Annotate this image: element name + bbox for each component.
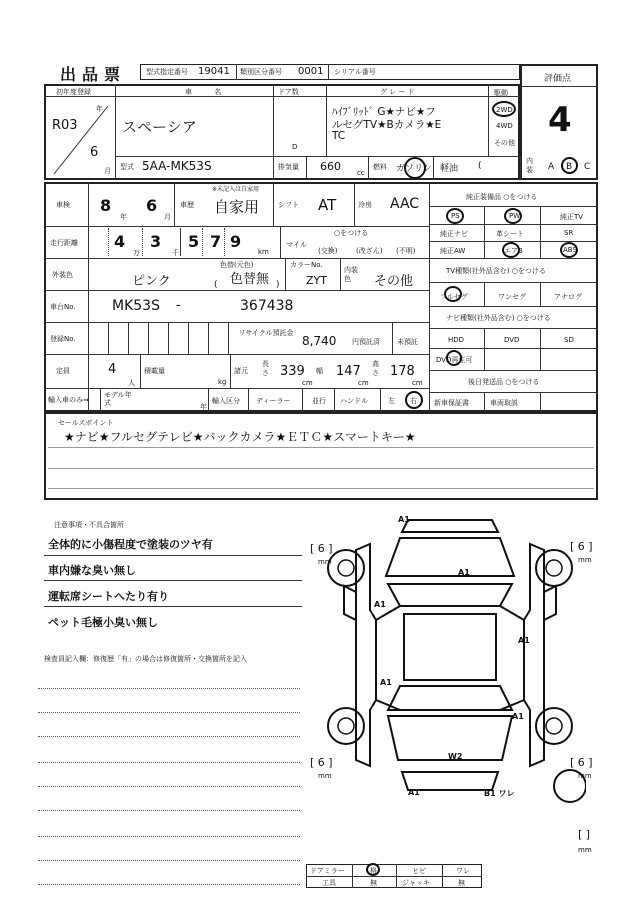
jack-label: ジャッキ [402, 879, 430, 887]
height-label: 高さ [372, 360, 379, 377]
doors-value: D [292, 143, 298, 151]
nen-unit: 年 [200, 403, 207, 411]
mileage-digit-5: 9 [230, 232, 242, 251]
equip-airbag: エアB [504, 247, 523, 255]
tv-fullseg-circle [444, 286, 462, 302]
height-value: 178 [390, 364, 415, 379]
class-label: 類別区分番号 [240, 68, 282, 76]
km-unit: km [258, 248, 269, 256]
tire-front-left: [ 6 ] [310, 542, 333, 555]
width-label: 幅 [316, 367, 323, 375]
tire-spare-mm: mm [578, 846, 592, 854]
damage-mark: B1 ワレ [484, 789, 515, 798]
equip-airbag-circle [502, 242, 520, 258]
mileage-digit-3: 5 [188, 232, 200, 251]
score-label: 評価点 [544, 74, 572, 84]
tv-analog: アナログ [554, 293, 582, 301]
color-paren-close: ) [276, 280, 280, 290]
later-manual: 車両取説 [490, 399, 518, 407]
parallel-option: 並行 [312, 397, 326, 405]
color-label: 外装色 [52, 271, 73, 279]
tire-front-left-mm: mm [318, 558, 332, 566]
recycle-value: 8,740 [302, 334, 337, 348]
jack-value: 無 [458, 879, 465, 887]
chassis-label: 車台No. [50, 303, 76, 311]
tire-rear-left-mm: mm [318, 772, 332, 780]
first-reg-month: 6 [90, 145, 99, 160]
height-cm: cm [412, 379, 423, 387]
import-label: 輸入車のみ⇒ [48, 396, 89, 404]
equip-abs: ABS [563, 246, 577, 254]
mileage-digit-1: 4 [114, 232, 126, 251]
equip-pw-circle [504, 208, 522, 224]
person-unit: 人 [128, 379, 135, 387]
length-cm: cm [302, 379, 313, 387]
interior-b: B [566, 162, 573, 172]
recycle-status: 円預託済 [352, 338, 380, 346]
exchange-option: (交換) [318, 247, 338, 255]
kg-unit: kg [218, 378, 227, 386]
later-warranty: 新車保証書 [434, 399, 469, 407]
grade-label: グ レ ー ド [380, 88, 415, 96]
later-title: 後日発送品 ○をつける [468, 378, 540, 386]
length-label: 長さ [262, 360, 269, 377]
grade-line-1: ﾊｲﾌﾞﾘｯﾄﾞ G★ナビ★フ [332, 106, 436, 118]
tv-oneseg: ワンセグ [498, 293, 526, 301]
damage-mark: A1 [408, 788, 420, 797]
tire-rear-right: [ 6 ] [570, 756, 593, 769]
interior-c: C [584, 162, 591, 172]
equip-pw: PW [509, 212, 521, 220]
dealer-option: ディーラー [256, 397, 291, 405]
dvd-play: DVD再生可 [436, 356, 473, 364]
interior-a: A [548, 162, 555, 172]
fuel-paren: ( [478, 161, 482, 171]
mileage-label: 走行距離 [50, 239, 78, 247]
car-name-value: スペーシア [122, 118, 197, 136]
shift-label: シフト [278, 201, 299, 209]
tire-front-right-mm: mm [578, 556, 592, 564]
tire-rear-right-mm: mm [578, 772, 592, 780]
drive-other: その他 [494, 139, 515, 147]
capacity-label: 定員 [56, 367, 70, 375]
equip-sr: SR [564, 229, 574, 237]
page-title: 出品票 [60, 65, 127, 84]
recycle-label: リサイクル預託金 [238, 329, 294, 337]
year-unit: 年 [96, 105, 103, 113]
door-mirror-label: ドアミラー [310, 867, 345, 875]
car-name-label: 車 名 [185, 88, 232, 96]
inspection-year-unit: 年 [120, 213, 127, 221]
navi-title: ナビ種類(社外品含む) ○をつける [446, 314, 551, 322]
tv-fullseg: フルセグ [440, 293, 468, 301]
navi-dvd: DVD [504, 336, 520, 344]
color-no-label: カラーNo. [290, 261, 323, 269]
int-color-value: その他 [374, 274, 414, 289]
handle-left: 左 [388, 397, 395, 405]
damage-mark: W2 [448, 752, 463, 761]
equip-navi: 純正ナビ [440, 230, 468, 238]
serial-label: シリアル番号 [334, 68, 376, 76]
note-item-2: 車内嫌な臭い無し [48, 564, 136, 577]
inspection-month-unit: 月 [164, 213, 171, 221]
color-value: ピンク [132, 274, 171, 289]
doors-label: ドア数 [278, 88, 299, 96]
equip-title: 純正装備品 ○をつける [466, 193, 538, 201]
header-id-box [140, 64, 520, 80]
grade-line-3: TC [332, 130, 346, 142]
shift-value: AT [318, 196, 337, 214]
equip-tv: 純正TV [560, 213, 584, 221]
history-label: 車歴 [180, 201, 194, 209]
model-year-label: モデル年式 [104, 391, 132, 407]
chassis-dash: - [176, 298, 181, 313]
displacement-value: 660 [320, 160, 341, 173]
fuel-circle [404, 157, 426, 179]
drive-2wd-circle [492, 101, 516, 117]
class-value: 0001 [298, 66, 324, 77]
month-unit: 月 [104, 167, 111, 175]
type-value: 5AA-MK53S [142, 159, 212, 173]
mirror-scratch: ヒビ [412, 867, 426, 875]
dvd-play-circle [446, 350, 462, 366]
first-reg-label: 初年度登録 [56, 88, 91, 96]
tire-rear-left: [ 6 ] [310, 756, 333, 769]
damage-mark: A1 [512, 712, 524, 721]
handle-right: 右 [410, 397, 417, 405]
damage-mark: A1 [398, 515, 410, 524]
not-deposited: 未預託 [397, 338, 418, 346]
grade-line-2: ルセグTV★Bカメラ★E [332, 119, 442, 131]
damage-mark: A1 [458, 568, 470, 577]
equip-leather: 革シート [496, 230, 524, 238]
drive-2wd: 2WD [496, 106, 513, 114]
fuel-value: ガソリン [396, 164, 433, 174]
color-no-value: ZYT [306, 274, 327, 287]
history-note: ※未記入は自家用 [212, 186, 260, 193]
navi-hdd: HDD [448, 336, 465, 344]
sales-point-box [44, 412, 598, 500]
interior-b-circle [561, 157, 578, 174]
color-change-label: 色替(元色) [220, 261, 254, 269]
note-item-3: 運転席シートへたり有り [48, 590, 169, 603]
tv-title: TV種類(社外品含む) ○をつける [446, 267, 546, 275]
equip-aw: 純正AW [440, 247, 466, 255]
score-value: 4 [548, 100, 572, 140]
model-cert-label: 型式指定番号 [146, 68, 188, 76]
tools-value: 無 [370, 879, 377, 887]
dims-label: 諸元 [234, 367, 248, 375]
ac-label: 冷房 [358, 201, 372, 209]
model-cert-value: 19041 [198, 66, 230, 77]
first-reg-year: R03 [52, 118, 78, 133]
tire-spare: [ ] [578, 828, 591, 841]
drive-4wd: 4WD [496, 122, 513, 130]
history-value: 自家用 [214, 198, 260, 216]
inspection-year: 8 [100, 196, 112, 215]
mile-label: マイル [286, 241, 307, 249]
light-oil-label: 軽油 [440, 164, 459, 174]
tools-label: 工具 [322, 879, 336, 887]
inspector-label: 検査員記入欄：修復歴「有」の場合は修復箇所・交換箇所を記入 [44, 655, 247, 663]
mirror-fold: 格 [370, 867, 377, 875]
registration-label: 登録No. [50, 335, 76, 343]
sen-unit: 千 [172, 249, 179, 257]
type-label: 型式 [120, 163, 134, 171]
mileage-digit-2: 3 [150, 232, 162, 251]
note-item-1: 全体的に小傷程度で塗装のツヤ有 [48, 538, 213, 551]
note-item-4: ペット毛極小臭い無し [48, 616, 158, 629]
capacity-value: 4 [108, 362, 117, 377]
damage-mark: A1 [518, 636, 530, 645]
load-label: 積載量 [144, 367, 165, 375]
mirror-crack: ワレ [456, 867, 470, 875]
chassis-number: 367438 [240, 298, 294, 314]
fuel-label: 燃料 [373, 163, 387, 171]
sales-point-text: ★ナビ★フルセグテレビ★バックカメラ★ＥＴＣ★スマートキー★ [64, 430, 416, 444]
damage-mark: A1 [374, 600, 386, 609]
interior-label: 内装 [526, 157, 533, 174]
ac-value: AAC [390, 196, 420, 212]
drive-label: 駆動 [494, 89, 508, 97]
check-note: ○をつける [334, 229, 369, 237]
handle-label: ハンドル [340, 397, 368, 405]
color-paren-open: ( [214, 280, 218, 290]
modified-option: (改ざん) [356, 247, 383, 255]
import-type-label: 輸入区分 [212, 397, 240, 405]
handle-right-circle [405, 391, 423, 409]
chassis-model: MK53S [112, 298, 160, 314]
navi-sd: SD [564, 336, 574, 344]
damage-mark: A1 [380, 678, 392, 687]
equip-abs-circle [560, 242, 578, 258]
car-damage-diagram [316, 510, 586, 810]
notes-label: 注意事項・不具合箇所 [54, 521, 124, 529]
displacement-label: 排気量 [278, 163, 299, 171]
equip-ps-circle [446, 208, 464, 224]
sales-point-label: セールスポイント [58, 419, 114, 427]
equip-ps: PS [451, 212, 460, 220]
man-unit: 万 [133, 249, 140, 257]
inspection-label: 車検 [56, 201, 70, 209]
width-value: 147 [336, 364, 361, 379]
mirror-fold-circle [366, 863, 380, 876]
mileage-digit-4: 7 [210, 232, 222, 251]
int-color-label: 内装色 [344, 266, 358, 283]
cc-unit: cc [357, 169, 365, 177]
unknown-option: (不明) [396, 247, 416, 255]
length-value: 339 [280, 364, 305, 379]
width-cm: cm [358, 379, 369, 387]
tire-front-right: [ 6 ] [570, 540, 593, 553]
inspection-month: 6 [146, 196, 158, 215]
color-change-value: 色替無 [230, 272, 270, 287]
